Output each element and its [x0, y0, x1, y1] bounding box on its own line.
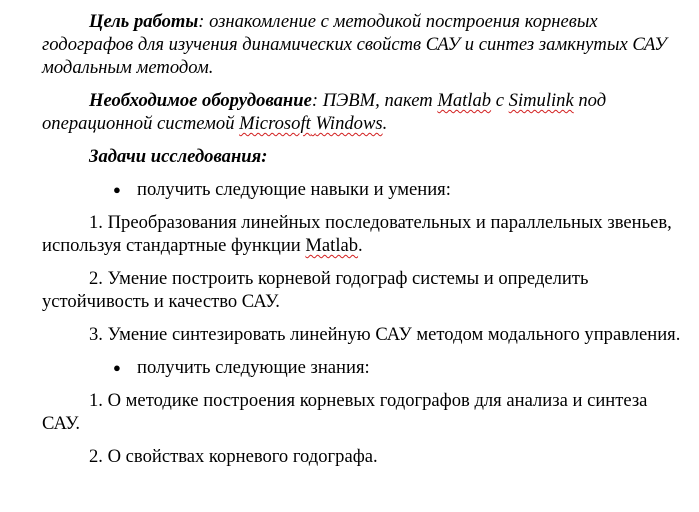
tasks-heading: Задачи исследования: — [89, 146, 268, 167]
skill-item-2: 2. Умение построить корневой годограф системы и определить устойчивость и качество САУ. — [42, 268, 589, 312]
equipment-text-under: под операционной системой — [42, 90, 607, 134]
bullet-skills-text: получить следующие навыки и умения: — [137, 179, 451, 200]
equipment-text-end: . — [382, 113, 388, 134]
spellcheck-word-simulink: Simulink — [508, 90, 574, 111]
equipment-label: Необходимое оборудование — [89, 90, 312, 111]
equipment-text-with: с — [491, 90, 509, 111]
bullet-icon: ● — [113, 182, 121, 197]
bullet-knowledge — [42, 356, 682, 379]
spellcheck-word-matlab-2: Matlab — [305, 235, 359, 256]
document-page — [42, 10, 682, 478]
spellcheck-word-matlab: Matlab — [437, 90, 492, 111]
skill-item-1-end: . — [358, 235, 363, 256]
skill-item-1-text: 1. Преобразования линейных последовательных и параллельных звеньев, используя стандартные функции — [42, 212, 672, 256]
goal-text: : ознакомление с методикой построения корневых годографов для изучения динамических свойств САУ и синтез замкнутых САУ модальным методом. — [42, 11, 667, 78]
skill-item-1 — [42, 211, 682, 257]
skill-item-3: 3. Умение синтезировать линейную САУ методом модального управления. — [89, 324, 681, 345]
bullet-skills — [42, 178, 682, 201]
knowledge-item-2: 2. О свойствах корневого годографа. — [89, 446, 378, 467]
spellcheck-word-microsoft: Microsoft — [239, 113, 311, 134]
bullet-icon: ● — [113, 360, 121, 375]
knowledge-item-1: 1. О методике построения корневых годографов для анализа и синтеза САУ. — [42, 390, 648, 434]
goal-paragraph — [42, 10, 682, 79]
equipment-paragraph — [42, 89, 682, 135]
spellcheck-word-windows: Windows — [315, 113, 383, 134]
goal-label: Цель работы — [89, 11, 199, 32]
equipment-text-pre: : ПЭВМ, пакет — [311, 90, 438, 111]
bullet-knowledge-text: получить следующие знания: — [137, 357, 370, 378]
